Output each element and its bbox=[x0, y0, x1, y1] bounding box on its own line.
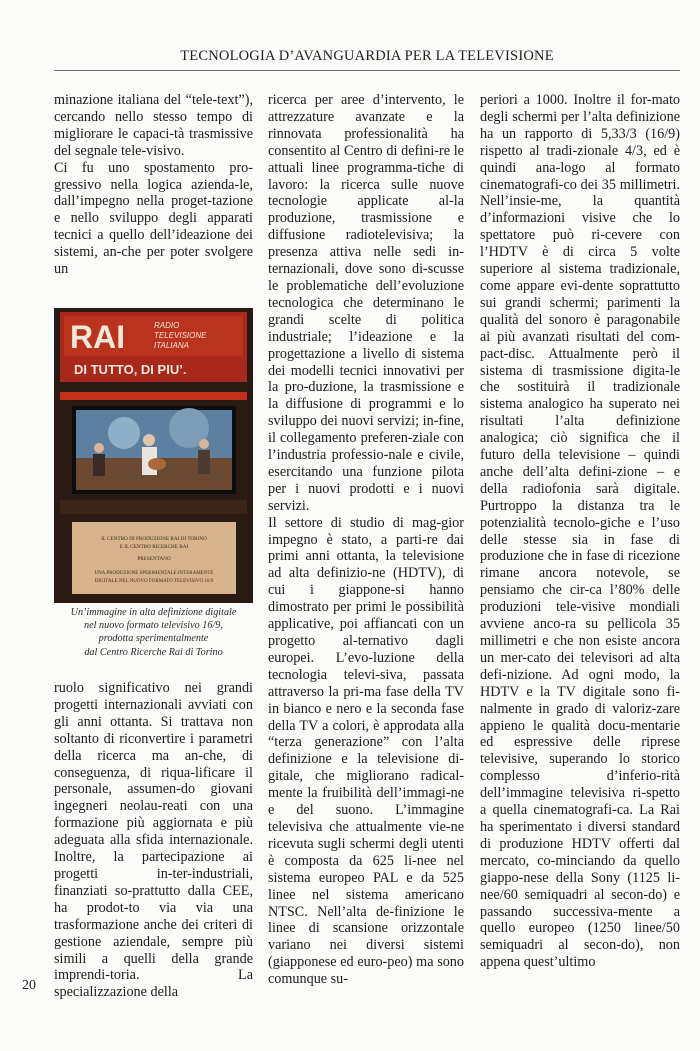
card-line: IL CENTRO DI PRODUZIONE RAI DI TORINO bbox=[101, 536, 207, 542]
rai-logo-sub: ITALIANA bbox=[154, 341, 189, 350]
rai-slogan: DI TUTTO, DI PIU’. bbox=[74, 362, 187, 377]
paragraph: Ci fu uno spostamento pro-gressivo nella logica azienda-le, dall’impegno nella proget-tazione e nello sviluppo degli apparati tecnici a quello dell’ideazione dei sistemi, an-che per poter svolgere un bbox=[54, 159, 253, 278]
card-line: PRESENTANO bbox=[137, 556, 171, 562]
paragraph: ricerca per aree d’intervento, le attrezzature avanzate e la rinnovata professionalità ha consentito al Centro di defini-re le attuali linee programma-tiche di lavoro: la ricerca sulle nuove tecnologie applicate al-la produzione, trasmissione e diffusione radiotelevisiva; la presenza attiva nelle sedi in-ternazionali, dove sono di-scusse le problematiche dell’evoluzione tecnologica che determinano le grandi scelte di politica industriale; l’ideazione e la progettazione a livello di sistema dei modelli tecnici innovativi per la pro-duzione, la trasmissione e la diffusione di programmi e lo sviluppo dei nuovi servizi; in-fine, il collegamento preferen-ziale con l’industria professio-nale e civile, esercitando una funzione pilota per i nuovi prodotti e i nuovi servizi. bbox=[268, 92, 464, 514]
column-1-top bbox=[54, 92, 253, 278]
rai-logo: RAI bbox=[70, 319, 126, 355]
column-1-bottom bbox=[54, 680, 253, 1001]
photo-rai-hdtv bbox=[54, 308, 253, 603]
photo-illustration bbox=[54, 308, 253, 603]
column-2 bbox=[268, 92, 464, 988]
caption-line: prodotta sperimentalmente bbox=[98, 633, 209, 645]
running-header: TECNOLOGIA D’AVANGUARDIA PER LA TELEVISIONE bbox=[180, 48, 554, 64]
caption-line: Un’immagine in alta definizione digitale bbox=[70, 607, 237, 618]
paragraph: Il settore di studio di mag-gior impegno è stato, a parti-re dai primi anni ottanta, la televisione ad alta definizio-ne (HDTV), di cui i giappone-si hanno dimostrato per primi le possibilità applicative, poi affiancati con un progetto al-ternativo dagli europei. L’evo-luzione della tecnologia televi-siva, passata attraverso la pri-ma fase della TV in bianco e nero e la seconda fase della TV a colori, è approdata alla “terza generazione” con l’alta definizione e la televisione di-gitale, che migliorano radical-mente la fruibilità dell’immagi-ne e del suono. L’immagine televisiva che attualmente vie-ne ricevuta sugli schermi degli utenti è composta da 625 li-nee nel sistema europeo PAL e da 525 linee nel sistema americano NTSC. Nell’alta de-finizione le linee di scansione orizzontale variano nei diversi sistemi (giapponese ed euro-peo) ma sono comunque su- bbox=[268, 514, 464, 988]
column-3 bbox=[480, 92, 680, 971]
page-number: 20 bbox=[22, 978, 36, 993]
card-line: UNA PRODUZIONE SPERIMENTALE INTERAMENTE bbox=[94, 571, 214, 576]
paragraph: ruolo significativo nei grandi progetti internazionali avviati con gli anni ottanta. Si trattava non soltanto di riconvertire i parametri della ricerca ma an-che, di conseguenza, di riqua-lificare il personale, assumen-do giovani ingegneri neolau-reati con una formazione più aggiornata e più adeguata alla sfida internazionale. Inoltre, la partecipazione ai progetti in-ter-industriali, finanziati so-prattutto dalla CEE, ha prodot-to via via una trasformazione anche dei criteri di gestione aziendale, sempre più simili a quelli della grande imprendi-toria. La specializzazione della bbox=[54, 680, 253, 1001]
card-line: E IL CENTRO RICERCHE RAI bbox=[119, 544, 189, 550]
rai-logo-sub: RADIO bbox=[154, 321, 180, 330]
rai-logo-sub: TELEVISIONE bbox=[154, 331, 207, 340]
caption-line: dal Centro Ricerche Rai di Torino bbox=[84, 646, 223, 658]
photo-caption bbox=[54, 606, 253, 659]
caption-line: nel nuovo formato televisivo 16/9, bbox=[84, 620, 223, 632]
paragraph: periori a 1000. Inoltre il for-mato degli schermi per l’alta definizione ha un rapporto di 5,33/3 (16/9) rispetto al tradi-zionale 4/3, ed è quindi ana-logo al formato cinematografi-co dei 35 millimetri. Nell’insie-me, la quantità d’informazioni visive che lo spettatore può ri-cevere con l’HDTV è di circa 5 volte superiore al sistema tradizionale, come appare evi-dente soprattutto sui grandi schermi; parimenti la qualità del sonoro è paragonabile ai più avanzati risultati del com-pact-disc. Attualmente però il sistema di trasmissione digita-le che sostituirà il tradizionale sistema analogico ha superato nei risultati l’alta definizione analogica; ciò significa che il futuro della televisione – quindi anche dell’alta defini-zione – e della radiofonia sarà digitale. Purtroppo la distanza tra le potenzialità tecnolo-giche e l’uso delle stesse sia in fase di produzione che in fase di ricezione rimane ancora notevole, se pensiamo che cir-ca l’80% delle produzioni tele-visive mondiali avviene anco-ra su pellicola 35 millimetri e che non esiste ancora un mer-cato dei televisori ad alta defi-nizione. Ad ogni modo, la HDTV e la TV digitale sono fi-nalmente in grado di valoriz-zare appieno le qualità docu-mentarie ed espressive delle riprese televisive, superando lo storico complesso d’inferio-rità dell’immagine televisiva ri-spetto a quella cinematografi-ca. La Rai ha sperimentato i diversi standard di produzione HDTV offerti dal mercato, co-minciando da quello giappo-nese della Sony (1125 li-nee/60 semiquadri al secon-do) e passando successiva-mente a quello europeo (1250 linee/50 semiquadri al secon-do), non appena quest’ultimo bbox=[480, 92, 680, 971]
header-rule bbox=[54, 70, 680, 71]
paragraph: minazione italiana del “tele-text”), cercando nello stesso tempo di migliorare le capaci-tà trasmissive del segnale tele-visivo. bbox=[54, 92, 253, 159]
card-line: DIGITALE NEL NUOVO FORMATO TELEVISIVO 16/9 bbox=[94, 579, 214, 584]
